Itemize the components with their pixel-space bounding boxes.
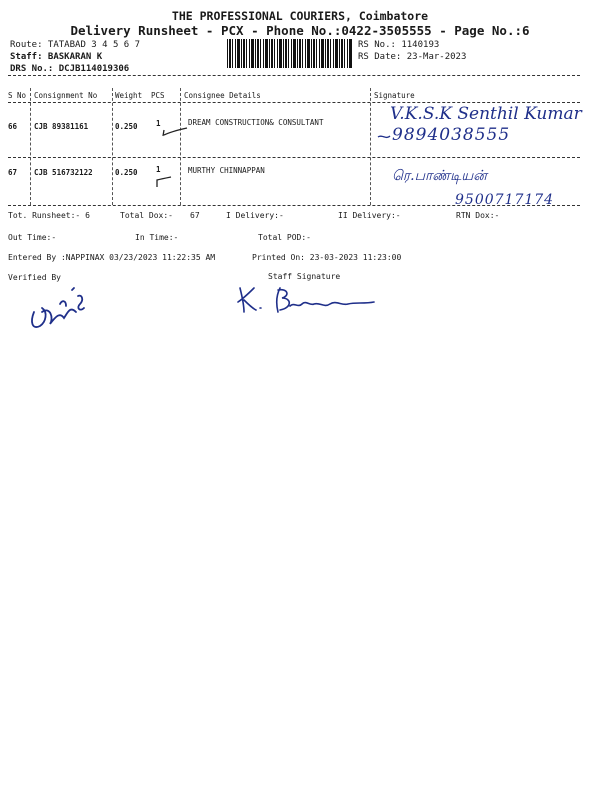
staff-signature-label: Staff Signature bbox=[268, 272, 341, 281]
total-dox-label: Total Dox:- bbox=[120, 211, 173, 220]
check-mark bbox=[160, 124, 190, 138]
col-header-pcs: PCS bbox=[151, 91, 165, 100]
row-consignment: CJB 89381161 bbox=[34, 122, 89, 131]
staff-signature-mark bbox=[232, 282, 382, 318]
company-title: THE PROFESSIONAL COURIERS, Coimbatore bbox=[171, 9, 429, 23]
route-label: Route: TATABAD 3 4 5 6 7 bbox=[10, 40, 141, 50]
row-sno: 67 bbox=[8, 168, 18, 177]
first-delivery: I Delivery:- bbox=[226, 211, 284, 220]
entered-by: Entered By :NAPPINAX 03/23/2023 11:22:35 AM bbox=[8, 253, 216, 262]
out-time: Out Time:- bbox=[8, 233, 57, 242]
rule-top bbox=[8, 75, 580, 76]
col-sep bbox=[180, 88, 181, 205]
barcode bbox=[227, 39, 352, 68]
rule-row-66 bbox=[8, 157, 580, 158]
row-pcs: 1 bbox=[156, 165, 161, 174]
verified-signature bbox=[20, 282, 90, 334]
printed-on: Printed On: 23-03-2023 11:23:00 bbox=[252, 253, 402, 262]
col-header-weight: Weight bbox=[115, 91, 143, 100]
signature-stroke bbox=[376, 132, 392, 142]
rs-number: RS No.: 1140193 bbox=[358, 40, 440, 50]
check-mark bbox=[152, 173, 174, 189]
col-header-consignment: Consignment No bbox=[34, 91, 98, 100]
handwritten-phone: 9894038555 bbox=[392, 125, 511, 145]
total-pod: Total POD:- bbox=[258, 233, 311, 242]
col-sep bbox=[30, 88, 31, 205]
row-weight: 0.250 bbox=[115, 122, 138, 131]
rs-date: RS Date: 23-Mar-2023 bbox=[358, 52, 467, 62]
col-header-signature: Signature bbox=[374, 91, 415, 100]
staff-label: Staff: BASKARAN K bbox=[10, 52, 103, 62]
row-pcs: 1 bbox=[156, 119, 161, 128]
row-consignee: DREAM CONSTRUCTION& CONSULTANT bbox=[188, 118, 324, 127]
col-sep bbox=[370, 88, 371, 205]
verified-by-label: Verified By bbox=[8, 273, 61, 282]
runsheet-subtitle: Delivery Runsheet - PCX - Phone No.:0422-3505555 - Page No.:6 bbox=[70, 23, 530, 38]
col-sep bbox=[112, 88, 113, 205]
total-runsheet: Tot. Runsheet:- 6 bbox=[8, 211, 90, 220]
row-weight: 0.250 bbox=[115, 168, 138, 177]
handwritten-phone: 9500717174 bbox=[455, 192, 555, 208]
rtn-dox: RTN Dox:- bbox=[456, 211, 500, 220]
drs-number: DRS No.: DCJB114019306 bbox=[10, 64, 130, 74]
col-header-sno: S No bbox=[8, 91, 27, 100]
in-time: In Time:- bbox=[135, 233, 179, 242]
row-consignment: CJB 516732122 bbox=[34, 168, 93, 177]
row-consignee: MURTHY CHINNAPPAN bbox=[188, 166, 265, 175]
col-header-consignee: Consignee Details bbox=[184, 91, 261, 100]
handwritten-signature: V.K.S.K Senthil Kumar bbox=[390, 104, 582, 124]
row-sno: 66 bbox=[8, 122, 18, 131]
second-delivery: II Delivery:- bbox=[338, 211, 401, 220]
total-dox-value: 67 bbox=[190, 211, 200, 220]
rule-header bbox=[8, 102, 580, 103]
handwritten-signature: ரெ.பாண்டியன் bbox=[392, 168, 487, 184]
